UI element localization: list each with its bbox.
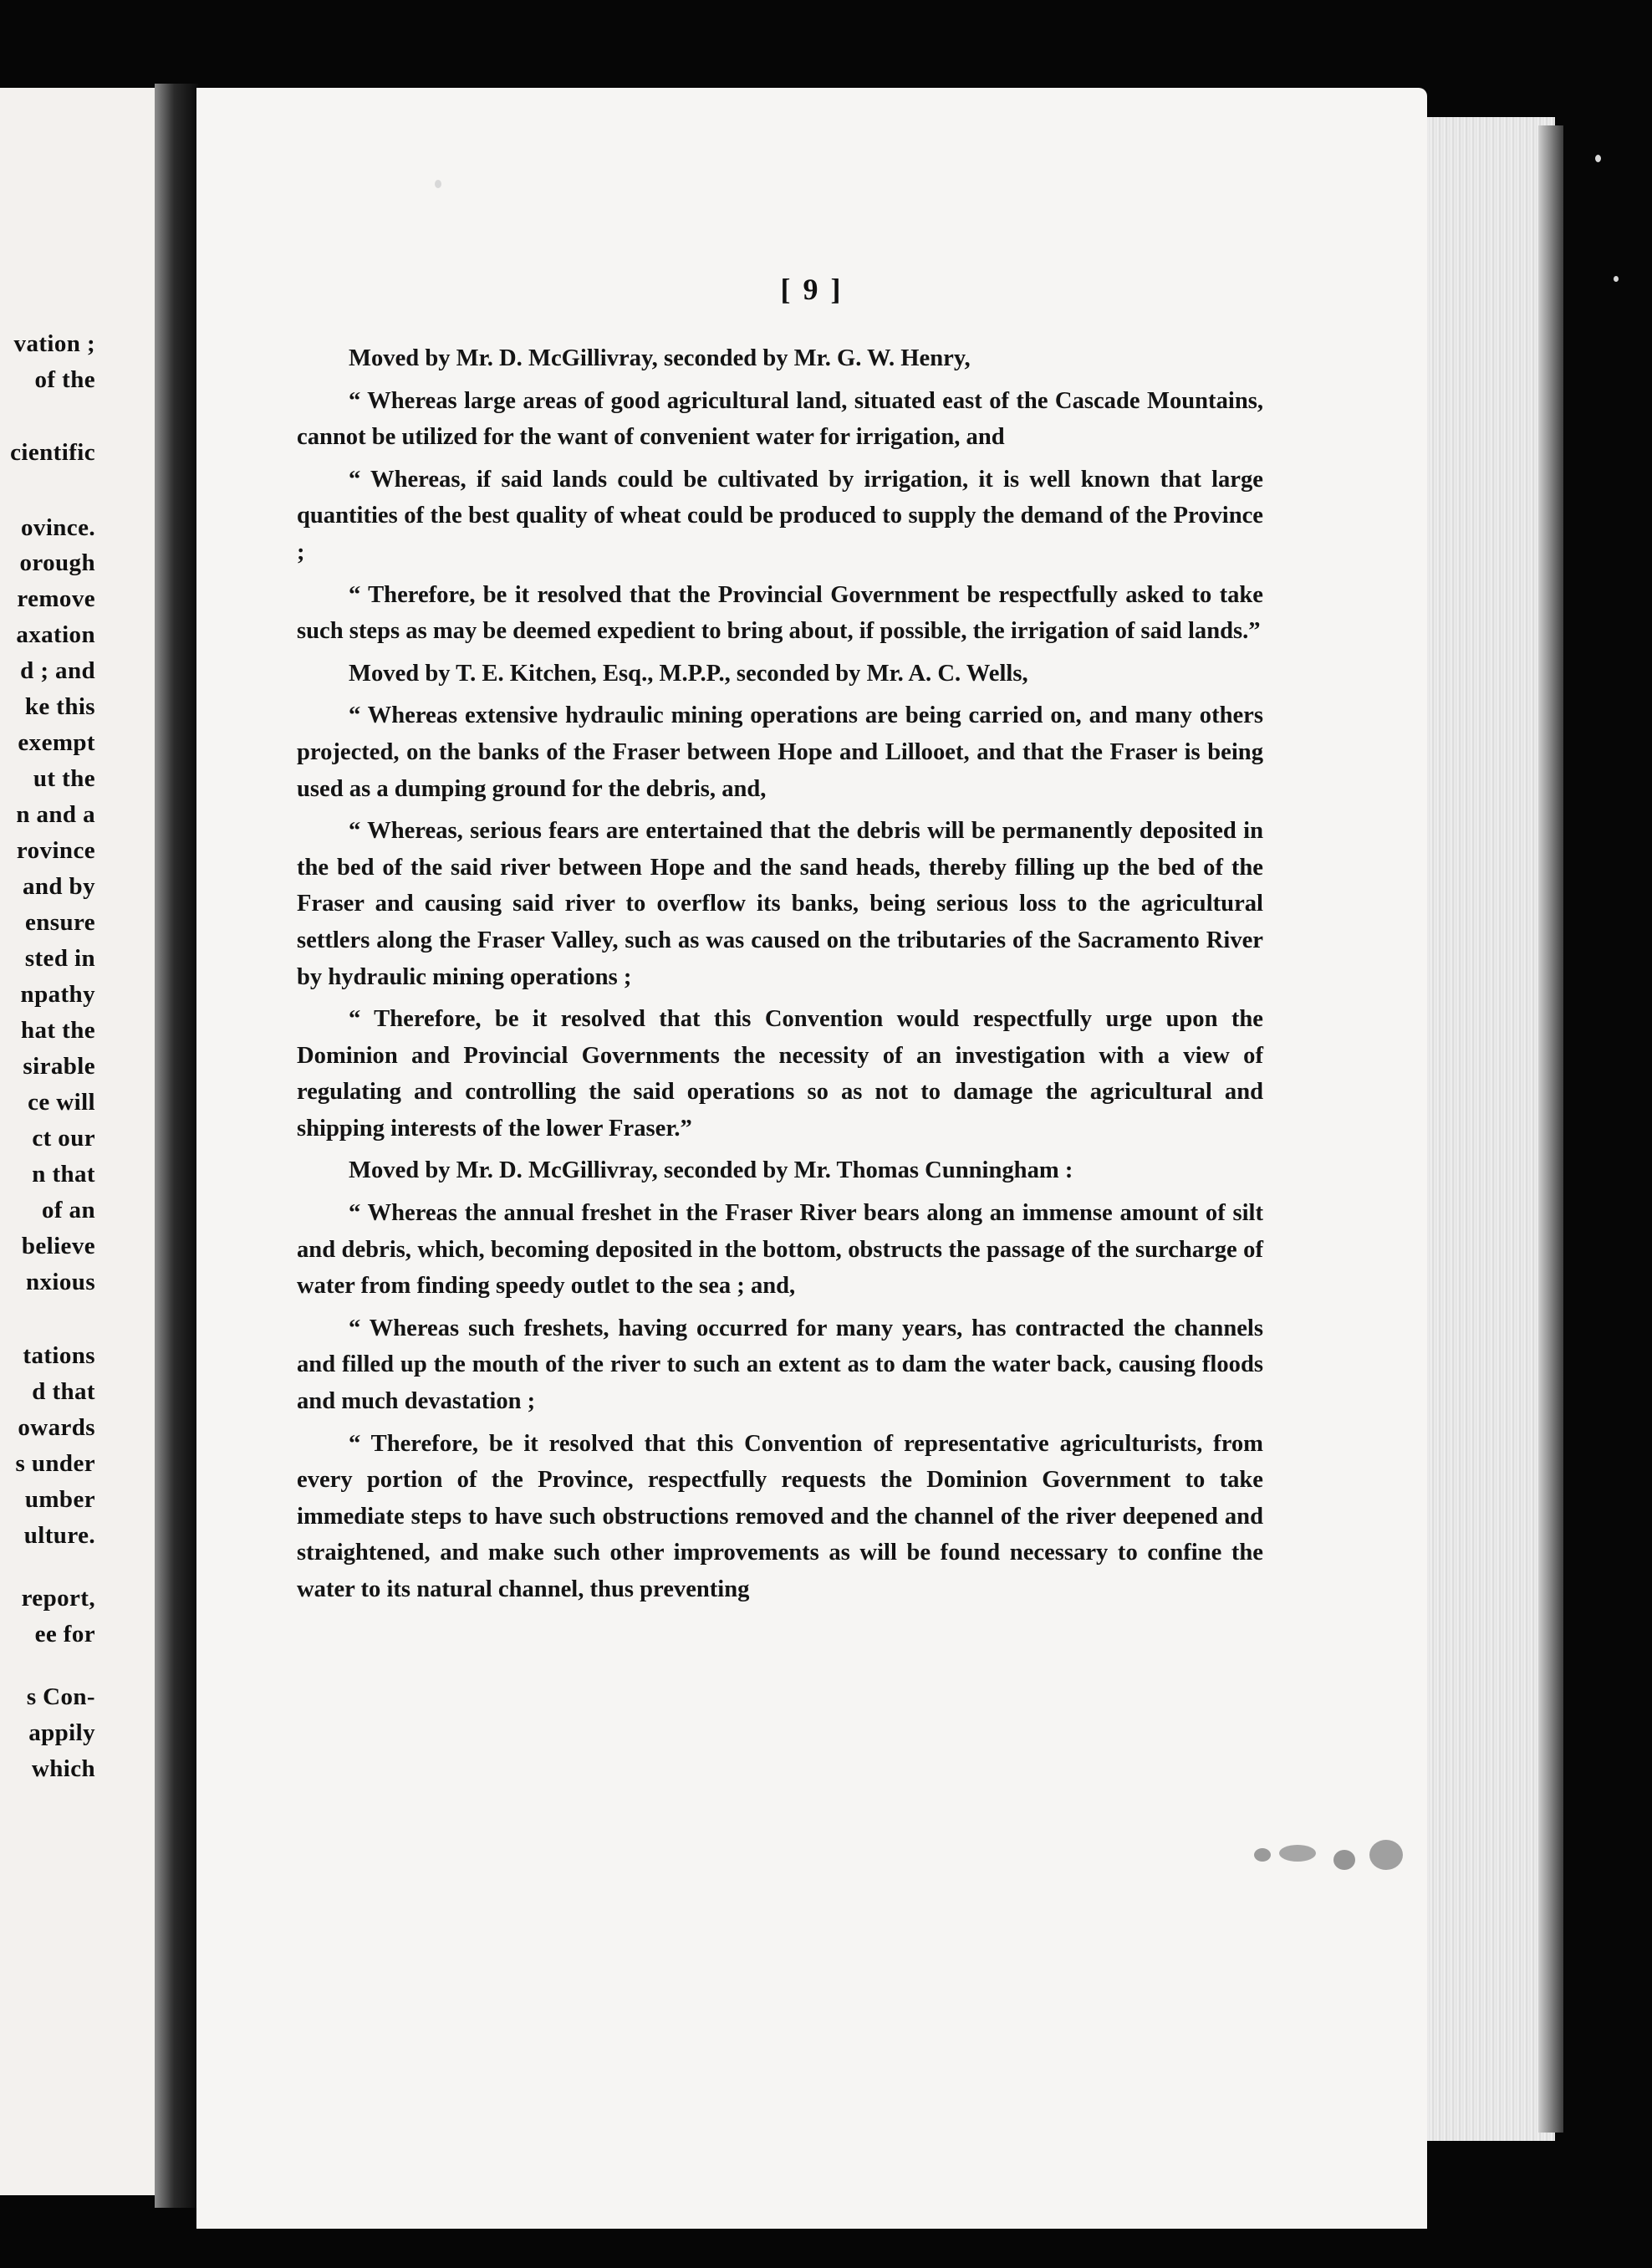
left-page-line-fragment: cientific [10,439,95,466]
left-page-line-fragment: ut the [33,765,95,792]
paragraph: “ Whereas large areas of good agricultural land, situated east of the Cascade Mountains, cannot be utilized for the want of convenient water for irrigation, and [297,387,1263,451]
left-page-line-fragment: umber [24,1486,95,1513]
left-page-line-fragment: ct our [32,1125,95,1152]
left-page-line-fragment: ce will [28,1089,95,1116]
left-page-line-fragment: owards [18,1414,95,1441]
ink-blot-marks [1246,1831,1413,1882]
paragraph: “ Therefore, be it resolved that this Convention would respectfully urge upon the Dominion and Provincial Governments the necessity of an investigation with a view of regulating and controlling the said operations so as not to damage the agricultural and shipping interests of the lower Fraser.” [297,1006,1263,1142]
left-page-line-fragment: hat the [21,1017,95,1044]
paragraph: “ Whereas the annual freshet in the Fraser River bears along an immense amount of silt and debris, which, becoming deposited in the bottom, obstructs the passage of the surcharge of water from finding speedy outlet to the sea ; and, [297,1200,1263,1300]
left-page-line-fragment: d that [32,1378,95,1405]
left-page-line-fragment: which [31,1755,95,1782]
paragraph: “ Whereas, serious fears are entertained that the debris will be permanently deposited in the bed of the said river between Hope and the sand heads, thereby filling up the bed of the Fraser and causing said river to overflow its banks, being serious loss to the agricultural settlers along the Fraser Valley, such as was caused on the tributaries of the Sacramento River by hydraulic mining operations ; [297,818,1263,990]
left-page-line-fragment: vation ; [13,330,95,357]
left-page-line-fragment: report, [21,1585,95,1612]
left-page-line-fragment: rovince [16,837,95,864]
left-page-line-fragment: axation [16,621,95,648]
left-page-line-fragment: npathy [20,981,95,1008]
dust-speck [1595,155,1601,162]
left-page-line-fragment: believe [21,1233,95,1259]
page-number: [ 9 ] [780,273,844,306]
left-page-line-fragment: appily [28,1719,95,1746]
left-page-line-fragment: s Con- [26,1683,95,1710]
left-page-line-fragment: tations [23,1342,95,1369]
left-page-line-fragment: n and a [16,801,95,828]
left-page-line-fragment: orough [19,549,95,576]
left-page-line-fragment: nxious [26,1269,95,1295]
left-page-line-fragment: exempt [18,729,95,756]
left-page-line-fragment: and by [22,873,95,900]
left-page-line-fragment: ee for [34,1621,95,1647]
page-edges-shadow [1538,125,1563,2133]
dust-speck [1614,276,1619,282]
left-page-line-fragment: sirable [23,1053,95,1080]
paragraph: Moved by Mr. D. McGillivray, seconded by Mr. G. W. Henry, [349,345,971,371]
left-page-line-fragment: ovince. [21,514,95,541]
left-page-line-fragment: ulture. [23,1522,95,1549]
page-edges [1421,117,1555,2141]
paragraph: Moved by T. E. Kitchen, Esq., M.P.P., seconded by Mr. A. C. Wells, [349,660,1028,687]
left-page-line-fragment: of the [34,366,95,393]
left-page-line-fragment: d ; and [20,657,95,684]
dust-speck [435,180,441,188]
book-gutter-shadow [155,84,198,2208]
paragraph: “ Whereas such freshets, having occurred for many years, has contracted the channels and filled up the mouth of the river to such an extent as to dam the water back, causing floods and much devastation ; [297,1315,1263,1415]
left-page-line-fragment: sted in [24,945,95,972]
paragraph: “ Therefore, be it resolved that this Convention of representative agriculturists, from every portion of the Province, respectfully requests the Dominion Government to take immediate steps to have such obstructions removed and the channel of the river deepened and straightened, and make such other improvements as will be found necessary to confine the water to its natural channel, thus preventing [297,1430,1263,1602]
left-page-line-fragment: n that [32,1161,95,1188]
left-facing-page [0,88,174,2195]
paragraph: “ Therefore, be it resolved that the Provincial Government be respectfully asked to take such steps as may be deemed expedient to bring about, if possible, the irrigation of said lands.” [297,581,1263,645]
left-page-line-fragment: ke this [24,693,95,720]
left-page-line-fragment: of an [41,1197,95,1223]
left-page-line-fragment: remove [17,585,95,612]
main-page [196,88,1427,2229]
left-page-line-fragment: ensure [24,909,95,936]
left-page-line-fragment: s under [15,1450,95,1477]
paragraph: Moved by Mr. D. McGillivray, seconded by Mr. Thomas Cunningham : [349,1157,1073,1184]
page-body [297,340,1263,1614]
paragraph: “ Whereas, if said lands could be cultivated by irrigation, it is well known that large quantities of the best quality of wheat could be produced to supply the demand of the Province ; [297,466,1263,565]
paragraph: “ Whereas extensive hydraulic mining operations are being carried on, and many others projected, on the banks of the Fraser between Hope and Lillooet, and that the Fraser is being used as a dumping ground for the debris, and, [297,702,1263,802]
